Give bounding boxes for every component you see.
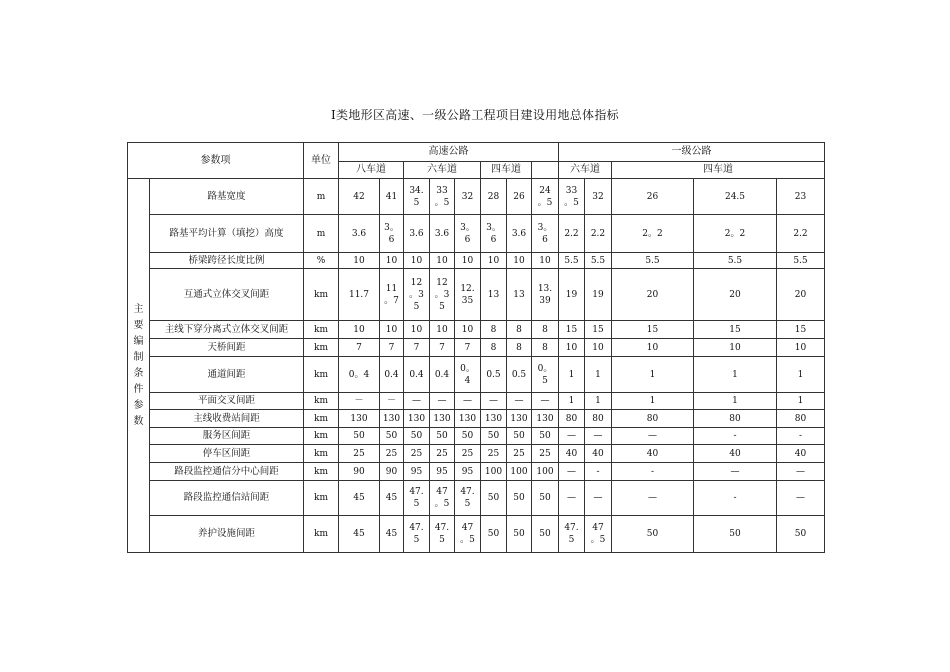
group-label-char: 制 xyxy=(133,351,144,363)
value-cell: 50 xyxy=(777,516,825,553)
expressway-header: 高速公路 xyxy=(339,143,559,162)
value-cell: 25 xyxy=(455,445,481,463)
value-cell: 50 xyxy=(339,428,380,445)
value-cell: 33 。5 xyxy=(559,179,585,215)
value-cell: 40 xyxy=(585,445,612,463)
table-row xyxy=(128,428,825,445)
value-cell: 15 xyxy=(777,321,825,339)
value-cell: 26 xyxy=(612,179,694,215)
value-cell: 25 xyxy=(339,445,380,463)
value-cell: 10 xyxy=(380,253,404,269)
value-cell: — xyxy=(777,463,825,481)
value-cell: 80 xyxy=(612,410,694,428)
table-row xyxy=(128,410,825,428)
table-row xyxy=(128,393,825,410)
row-name: 路段监控通信站间距 xyxy=(150,481,304,516)
value-cell: 0。 5 xyxy=(532,357,559,393)
land-use-index-table xyxy=(127,142,825,553)
lane-header-8: 八车道 xyxy=(339,162,404,179)
value-cell: 1 xyxy=(694,393,777,410)
row-name: 路基宽度 xyxy=(150,179,304,215)
value-cell: — xyxy=(694,463,777,481)
value-cell: 7 xyxy=(404,339,430,357)
unit-header: 单位 xyxy=(304,143,339,179)
value-cell: 130 xyxy=(507,410,532,428)
value-cell: 32 xyxy=(585,179,612,215)
value-cell: 25 xyxy=(532,445,559,463)
value-cell: 25 xyxy=(507,445,532,463)
value-cell: 0.4 xyxy=(380,357,404,393)
value-cell: 50 xyxy=(455,428,481,445)
row-name: 通道间距 xyxy=(150,357,304,393)
row-name: 养护设施间距 xyxy=(150,516,304,553)
value-cell: 33 。5 xyxy=(430,179,455,215)
value-cell: 50 xyxy=(481,481,507,516)
value-cell: 0。4 xyxy=(339,357,380,393)
group-label xyxy=(128,179,150,553)
value-cell: 8 xyxy=(481,339,507,357)
value-cell: 20 xyxy=(694,269,777,321)
value-cell: 2.2 xyxy=(559,215,585,253)
value-cell: — xyxy=(612,428,694,445)
row-name: 平面交叉间距 xyxy=(150,393,304,410)
value-cell: 19 xyxy=(585,269,612,321)
row-unit: km xyxy=(304,269,339,321)
value-cell: 10 xyxy=(585,339,612,357)
value-cell: 25 xyxy=(430,445,455,463)
value-cell: 26 xyxy=(507,179,532,215)
value-cell: 40 xyxy=(559,445,585,463)
row-unit: km xyxy=(304,516,339,553)
value-cell: 100 xyxy=(507,463,532,481)
value-cell: 42 xyxy=(339,179,380,215)
value-cell: 13 xyxy=(507,269,532,321)
value-cell: — xyxy=(612,481,694,516)
value-cell: — xyxy=(481,393,507,410)
value-cell: 10 xyxy=(532,253,559,269)
value-cell: 50 xyxy=(507,481,532,516)
value-cell: 8 xyxy=(532,321,559,339)
value-cell: 3。 6 xyxy=(532,215,559,253)
table-row xyxy=(128,215,825,253)
value-cell: 0.5 xyxy=(507,357,532,393)
value-cell: 25 xyxy=(404,445,430,463)
value-cell: 47. 5 xyxy=(455,481,481,516)
row-unit: km xyxy=(304,393,339,410)
row-unit: m xyxy=(304,179,339,215)
value-cell: 130 xyxy=(339,410,380,428)
value-cell: 80 xyxy=(694,410,777,428)
value-cell: 7 xyxy=(430,339,455,357)
value-cell: 0.5 xyxy=(481,357,507,393)
value-cell: 80 xyxy=(777,410,825,428)
value-cell: 10 xyxy=(777,339,825,357)
value-cell: — xyxy=(585,481,612,516)
value-cell: 80 xyxy=(559,410,585,428)
value-cell: 23 xyxy=(777,179,825,215)
value-cell: 2.2 xyxy=(777,215,825,253)
value-cell: 10 xyxy=(430,321,455,339)
value-cell: 20 xyxy=(612,269,694,321)
value-cell: — xyxy=(777,481,825,516)
value-cell: 10 xyxy=(404,321,430,339)
value-cell: 10 xyxy=(481,253,507,269)
value-cell: 90 xyxy=(339,463,380,481)
group-label-char: 参 xyxy=(133,399,144,411)
value-cell: 45 xyxy=(339,481,380,516)
value-cell: — xyxy=(404,393,430,410)
value-cell: 5.5 xyxy=(777,253,825,269)
value-cell: 130 xyxy=(404,410,430,428)
row-name: 桥梁跨径长度比例 xyxy=(150,253,304,269)
value-cell: 50 xyxy=(612,516,694,553)
value-cell: 50 xyxy=(481,428,507,445)
row-name: 停车区间距 xyxy=(150,445,304,463)
value-cell: 10 xyxy=(404,253,430,269)
value-cell: 10 xyxy=(339,253,380,269)
value-cell: 34. 5 xyxy=(404,179,430,215)
row-unit: km xyxy=(304,321,339,339)
row-name: 主线收费站间距 xyxy=(150,410,304,428)
value-cell: 5.5 xyxy=(694,253,777,269)
value-cell: 50 xyxy=(694,516,777,553)
value-cell: — xyxy=(559,428,585,445)
value-cell: 41 xyxy=(380,179,404,215)
value-cell: 12 。3 5 xyxy=(404,269,430,321)
value-cell: 0.4 xyxy=(430,357,455,393)
value-cell: 40 xyxy=(777,445,825,463)
value-cell: 47 。5 xyxy=(430,481,455,516)
value-cell: 8 xyxy=(507,321,532,339)
value-cell: 12 。3 5 xyxy=(430,269,455,321)
value-cell: — xyxy=(532,393,559,410)
value-cell: 10 xyxy=(430,253,455,269)
value-cell: - xyxy=(694,481,777,516)
value-cell: 95 xyxy=(430,463,455,481)
value-cell: 3.6 xyxy=(404,215,430,253)
value-cell: 10 xyxy=(380,321,404,339)
value-cell: 130 xyxy=(430,410,455,428)
value-cell: 100 xyxy=(532,463,559,481)
value-cell: 1 xyxy=(612,393,694,410)
value-cell: 12. 35 xyxy=(455,269,481,321)
table-row xyxy=(128,339,825,357)
group-label-char: 数 xyxy=(133,415,144,427)
value-cell: 130 xyxy=(455,410,481,428)
value-cell: 8 xyxy=(507,339,532,357)
value-cell: 1 xyxy=(585,393,612,410)
value-cell: 15 xyxy=(559,321,585,339)
value-cell: 95 xyxy=(404,463,430,481)
page-title: I类地形区高速、一级公路工程项目建设用地总体指标 xyxy=(331,108,619,122)
value-cell: 2。2 xyxy=(694,215,777,253)
value-cell: 10 xyxy=(694,339,777,357)
value-cell: 50 xyxy=(404,428,430,445)
table-row xyxy=(128,516,825,553)
value-cell: 10 xyxy=(339,321,380,339)
group-label-char: 条 xyxy=(133,367,144,379)
value-cell: － xyxy=(339,393,380,410)
row-unit: km xyxy=(304,339,339,357)
value-cell: — xyxy=(559,481,585,516)
row-name: 主线下穿分离式立体交叉间距 xyxy=(150,321,304,339)
value-cell: — xyxy=(507,393,532,410)
value-cell: 13. 39 xyxy=(532,269,559,321)
row-unit: km xyxy=(304,410,339,428)
value-cell: 8 xyxy=(481,321,507,339)
row-unit: % xyxy=(304,253,339,269)
value-cell: 50 xyxy=(481,516,507,553)
group-label-char: 要 xyxy=(133,319,144,331)
value-cell: 25 xyxy=(481,445,507,463)
value-cell: 1 xyxy=(559,357,585,393)
table-row xyxy=(128,357,825,393)
value-cell: 45 xyxy=(380,516,404,553)
value-cell: 5.5 xyxy=(559,253,585,269)
value-cell: 50 xyxy=(507,516,532,553)
value-cell: 19 xyxy=(559,269,585,321)
lane-header-4: 四车道 xyxy=(481,162,532,179)
value-cell: 2.2 xyxy=(585,215,612,253)
value-cell: 3。 6 xyxy=(455,215,481,253)
lane-header-class1-4: 四车道 xyxy=(612,162,825,179)
table-row xyxy=(128,481,825,516)
value-cell: 90 xyxy=(380,463,404,481)
table-row xyxy=(128,445,825,463)
value-cell: 80 xyxy=(585,410,612,428)
value-cell: 0.4 xyxy=(404,357,430,393)
value-cell: 7 xyxy=(339,339,380,357)
value-cell: 40 xyxy=(612,445,694,463)
value-cell: 47. 5 xyxy=(559,516,585,553)
table-row xyxy=(128,321,825,339)
value-cell: － xyxy=(380,393,404,410)
value-cell: 5.5 xyxy=(585,253,612,269)
value-cell: 24 。5 xyxy=(532,179,559,215)
value-cell: - xyxy=(585,463,612,481)
value-cell: 50 xyxy=(380,428,404,445)
group-label-char: 件 xyxy=(133,383,144,395)
value-cell: 25 xyxy=(380,445,404,463)
value-cell: 11 。7 xyxy=(380,269,404,321)
param-header: 参数项 xyxy=(128,143,304,179)
value-cell: 7 xyxy=(380,339,404,357)
lane-header-class1-6: 六车道 xyxy=(559,162,612,179)
value-cell: 10 xyxy=(507,253,532,269)
value-cell: 3.6 xyxy=(507,215,532,253)
value-cell: 100 xyxy=(481,463,507,481)
value-cell: 5.5 xyxy=(612,253,694,269)
value-cell: 24.5 xyxy=(694,179,777,215)
class1-header: 一级公路 xyxy=(559,143,825,162)
value-cell: 3。 6 xyxy=(481,215,507,253)
value-cell: 28 xyxy=(481,179,507,215)
value-cell: 2。2 xyxy=(612,215,694,253)
value-cell: 50 xyxy=(532,516,559,553)
value-cell: 1 xyxy=(694,357,777,393)
value-cell: 47. 5 xyxy=(430,516,455,553)
row-unit: km xyxy=(304,445,339,463)
value-cell: 1 xyxy=(559,393,585,410)
value-cell: 50 xyxy=(532,428,559,445)
value-cell: — xyxy=(430,393,455,410)
group-label-char: 编 xyxy=(133,335,144,347)
value-cell: 32 xyxy=(455,179,481,215)
value-cell: — xyxy=(455,393,481,410)
value-cell: 47 。5 xyxy=(455,516,481,553)
row-name: 路段监控通信分中心间距 xyxy=(150,463,304,481)
value-cell: 15 xyxy=(612,321,694,339)
value-cell: 10 xyxy=(612,339,694,357)
value-cell: 45 xyxy=(380,481,404,516)
value-cell: 3.6 xyxy=(339,215,380,253)
value-cell: - xyxy=(777,428,825,445)
row-name: 天桥间距 xyxy=(150,339,304,357)
value-cell: 11.7 xyxy=(339,269,380,321)
value-cell: 95 xyxy=(455,463,481,481)
value-cell: 10 xyxy=(455,253,481,269)
value-cell: 40 xyxy=(694,445,777,463)
value-cell: 13 xyxy=(481,269,507,321)
row-name: 服务区间距 xyxy=(150,428,304,445)
value-cell: 1 xyxy=(777,357,825,393)
value-cell: 47. 5 xyxy=(404,516,430,553)
value-cell: 130 xyxy=(481,410,507,428)
value-cell: 10 xyxy=(455,321,481,339)
value-cell: 0。 4 xyxy=(455,357,481,393)
value-cell: 1 xyxy=(612,357,694,393)
lane-header-6: 六车道 xyxy=(404,162,481,179)
row-unit: km xyxy=(304,481,339,516)
value-cell: - xyxy=(694,428,777,445)
row-unit: m xyxy=(304,215,339,253)
value-cell: 20 xyxy=(777,269,825,321)
row-unit: km xyxy=(304,463,339,481)
value-cell: 8 xyxy=(532,339,559,357)
table-row xyxy=(128,253,825,269)
table-row xyxy=(128,463,825,481)
row-unit: km xyxy=(304,357,339,393)
row-name: 互通式立体交叉间距 xyxy=(150,269,304,321)
value-cell: 47. 5 xyxy=(404,481,430,516)
table-row xyxy=(128,179,825,215)
value-cell: 3。 6 xyxy=(380,215,404,253)
value-cell: — xyxy=(559,463,585,481)
value-cell: 15 xyxy=(585,321,612,339)
value-cell: 3.6 xyxy=(430,215,455,253)
row-name: 路基平均计算（填挖）高度 xyxy=(150,215,304,253)
value-cell: 45 xyxy=(339,516,380,553)
value-cell: 50 xyxy=(507,428,532,445)
value-cell: 50 xyxy=(532,481,559,516)
value-cell: 47 。5 xyxy=(585,516,612,553)
value-cell: 10 xyxy=(559,339,585,357)
lane-header-blank xyxy=(532,162,559,179)
value-cell: - xyxy=(612,463,694,481)
value-cell: 130 xyxy=(380,410,404,428)
table-row xyxy=(128,269,825,321)
row-unit: km xyxy=(304,428,339,445)
value-cell: — xyxy=(585,428,612,445)
value-cell: 15 xyxy=(694,321,777,339)
value-cell: 50 xyxy=(430,428,455,445)
value-cell: 130 xyxy=(532,410,559,428)
value-cell: 7 xyxy=(455,339,481,357)
value-cell: 1 xyxy=(585,357,612,393)
value-cell: 1 xyxy=(777,393,825,410)
group-label-char: 主 xyxy=(133,303,144,315)
